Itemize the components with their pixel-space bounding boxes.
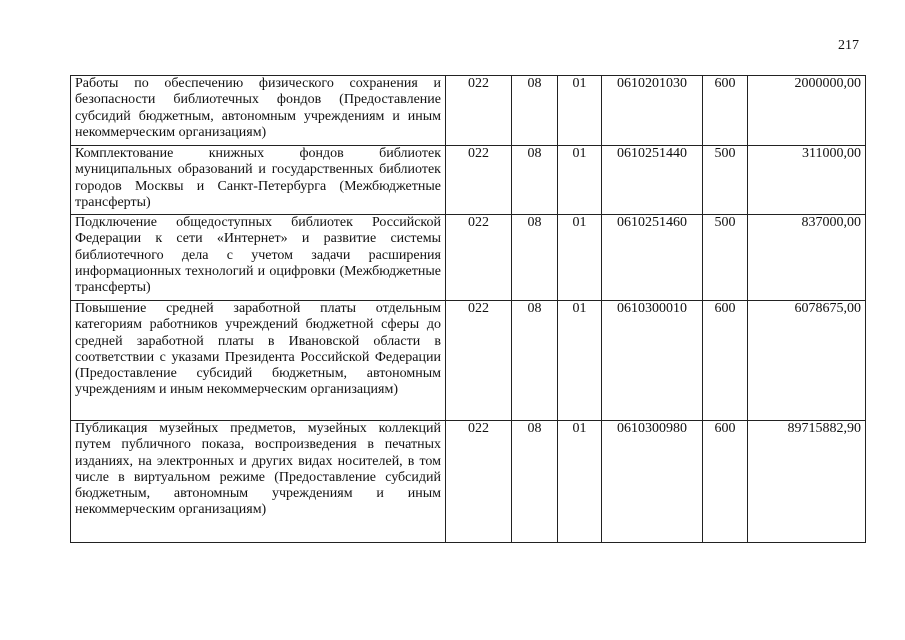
expense-type-code: 600 [703,76,748,146]
table-row [71,146,866,215]
page-number: 217 [838,38,859,53]
expense-type-code: 600 [703,301,748,421]
section-code: 08 [512,421,558,543]
row-description: Публикация музейных предметов, музейных коллекций путем публичного показа, воспроизведения в печатных изданиях, на электронных и других видах носителей, в том числе в виртуальном режиме (Предоставление субсидий бюджетным, автономным учреждениям и иным некоммерческим организациям) [71,421,446,543]
amount: 311000,00 [748,146,866,215]
target-article-code: 0610251440 [602,146,703,215]
ministry-code: 022 [446,301,512,421]
expense-type-code: 500 [703,215,748,301]
ministry-code: 022 [446,215,512,301]
ministry-code: 022 [446,421,512,543]
amount: 89715882,90 [748,421,866,543]
subsection-code: 01 [558,301,602,421]
section-code: 08 [512,301,558,421]
table-row [71,215,866,301]
section-code: 08 [512,146,558,215]
subsection-code: 01 [558,76,602,146]
amount: 837000,00 [748,215,866,301]
target-article-code: 0610300980 [602,421,703,543]
target-article-code: 0610251460 [602,215,703,301]
row-description: Комплектование книжных фондов библиотек муниципальных образований и государственных библиотек городов Москвы и Санкт-Петербурга (Межбюджетные трансферты) [71,146,446,215]
section-code: 08 [512,76,558,146]
ministry-code: 022 [446,146,512,215]
target-article-code: 0610201030 [602,76,703,146]
subsection-code: 01 [558,215,602,301]
target-article-code: 0610300010 [602,301,703,421]
expense-type-code: 500 [703,146,748,215]
table-row [71,76,866,146]
subsection-code: 01 [558,421,602,543]
amount: 2000000,00 [748,76,866,146]
subsection-code: 01 [558,146,602,215]
table-row [71,301,866,421]
ministry-code: 022 [446,76,512,146]
amount: 6078675,00 [748,301,866,421]
budget-table [70,75,866,543]
row-description: Подключение общедоступных библиотек Российской Федерации к сети «Интернет» и развитие системы библиотечного дела с учетом задачи расширения информационных технологий и оцифровки (Межбюджетные трансферты) [71,215,446,301]
section-code: 08 [512,215,558,301]
row-description: Повышение средней заработной платы отдельным категориям работников учреждений бюджетной сферы до средней заработной платы в Ивановской области в соответствии с указами Президента Российской Федерации (Предоставление субсидий бюджетным, автономным учреждениям и иным некоммерческим организациям) [71,301,446,421]
row-description: Работы по обеспечению физического сохранения и безопасности библиотечных фондов (Предоставление субсидий бюджетным, автономным учреждениям и иным некоммерческим организациям) [71,76,446,146]
expense-type-code: 600 [703,421,748,543]
table-row [71,421,866,543]
